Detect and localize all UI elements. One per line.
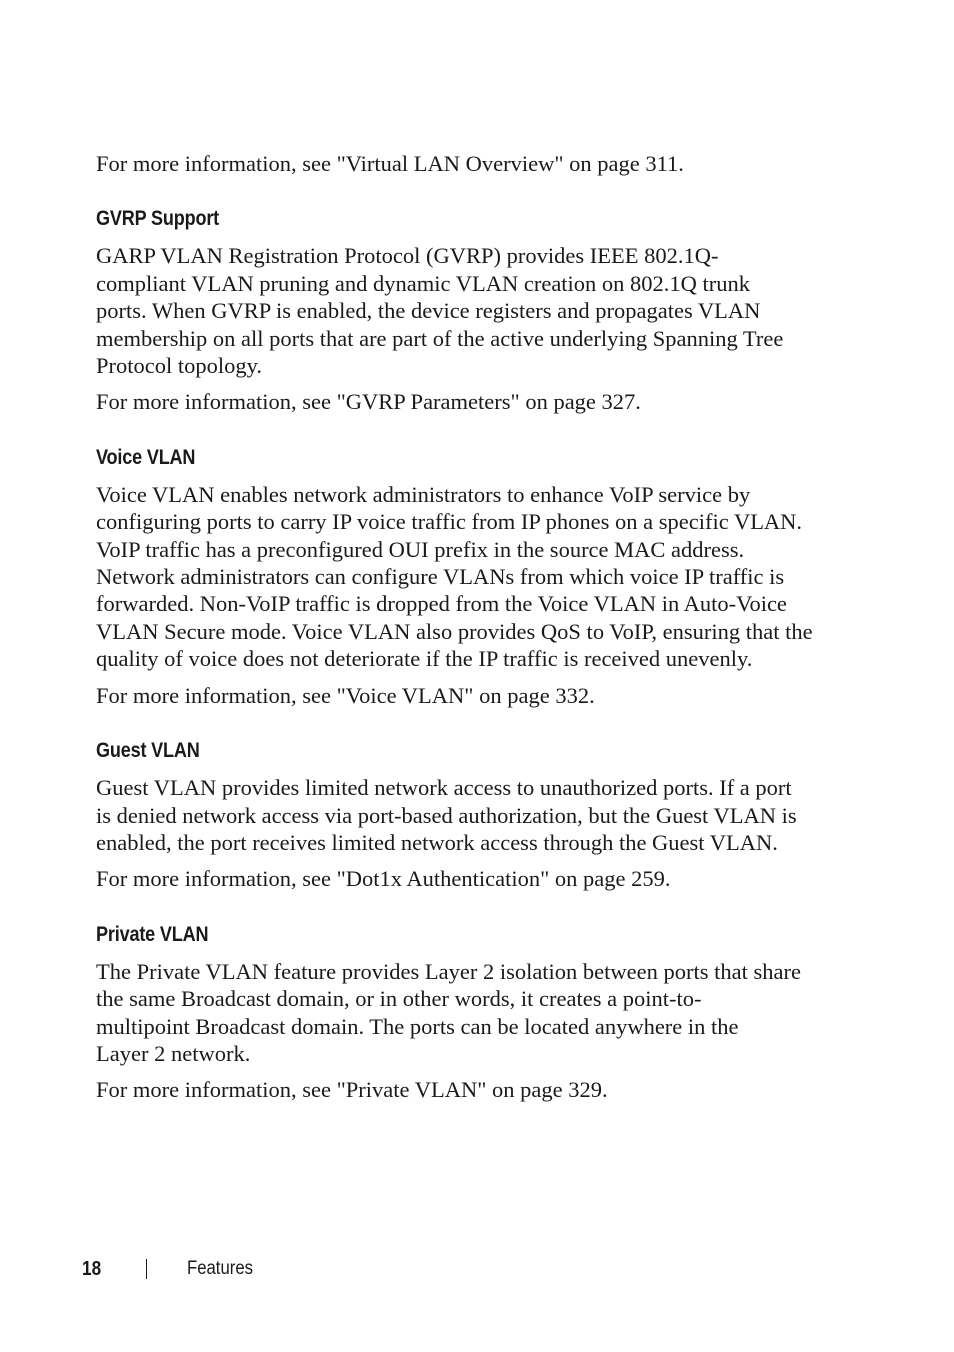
body-gvrp-support — [96, 242, 824, 379]
body-line: ports. When GVRP is enabled, the device registers and propagates VLAN — [96, 298, 761, 324]
footer-section-name: Features — [187, 1258, 253, 1279]
body-private-vlan — [96, 958, 824, 1068]
body-line: forwarded. Non-VoIP traffic is dropped from the Voice VLAN in Auto-Voice — [96, 591, 787, 617]
reference-private-vlan: For more information, see "Private VLAN" on page 329. — [96, 1077, 608, 1103]
body-line: Voice VLAN enables network administrators to enhance VoIP service by — [96, 481, 751, 507]
heading-gvrp-support: GVRP Support — [96, 207, 220, 231]
body-line: Network administrators can configure VLANs from which voice IP traffic is — [96, 564, 785, 590]
body-line: membership on all ports that are part of the active underlying Spanning Tree — [96, 325, 784, 351]
body-line: quality of voice does not deteriorate if the IP traffic is received unevenly. — [96, 646, 753, 672]
heading-guest-vlan: Guest VLAN — [96, 739, 200, 763]
heading-voice-vlan: Voice VLAN — [96, 445, 196, 469]
body-line: compliant VLAN pruning and dynamic VLAN creation on 802.1Q trunk — [96, 270, 751, 296]
page-number: 18 — [82, 1257, 102, 1280]
body-guest-vlan — [96, 774, 824, 856]
body-line: GARP VLAN Registration Protocol (GVRP) provides IEEE 802.1Q- — [96, 243, 719, 269]
body-line: Layer 2 network. — [96, 1040, 251, 1066]
reference-voice-vlan: For more information, see "Voice VLAN" on page 332. — [96, 682, 595, 708]
footer-divider — [146, 1259, 147, 1279]
page-footer — [82, 1256, 262, 1282]
intro-reference: For more information, see "Virtual LAN Overview" on page 311. — [96, 151, 684, 176]
body-line: The Private VLAN feature provides Layer 2 isolation between ports that share — [96, 958, 801, 984]
body-voice-vlan — [96, 481, 824, 673]
body-line: Protocol topology. — [96, 353, 263, 379]
body-line: the same Broadcast domain, or in other words, it creates a point-to- — [96, 986, 702, 1012]
body-line: Guest VLAN provides limited network access to unauthorized ports. If a port — [96, 775, 792, 801]
page-content — [96, 150, 824, 1104]
reference-gvrp-support: For more information, see "GVRP Parameters" on page 327. — [96, 389, 641, 415]
body-line: VLAN Secure mode. Voice VLAN also provides QoS to VoIP, ensuring that the — [96, 618, 813, 644]
reference-guest-vlan: For more information, see "Dot1x Authentication" on page 259. — [96, 866, 671, 892]
body-line: configuring ports to carry IP voice traffic from IP phones on a specific VLAN. — [96, 509, 803, 535]
body-line: is denied network access via port-based authorization, but the Guest VLAN is — [96, 802, 797, 828]
body-line: enabled, the port receives limited network access through the Guest VLAN. — [96, 829, 778, 855]
heading-private-vlan: Private VLAN — [96, 922, 209, 946]
body-line: multipoint Broadcast domain. The ports can be located anywhere in the — [96, 1013, 739, 1039]
body-line: VoIP traffic has a preconfigured OUI prefix in the source MAC address. — [96, 536, 745, 562]
